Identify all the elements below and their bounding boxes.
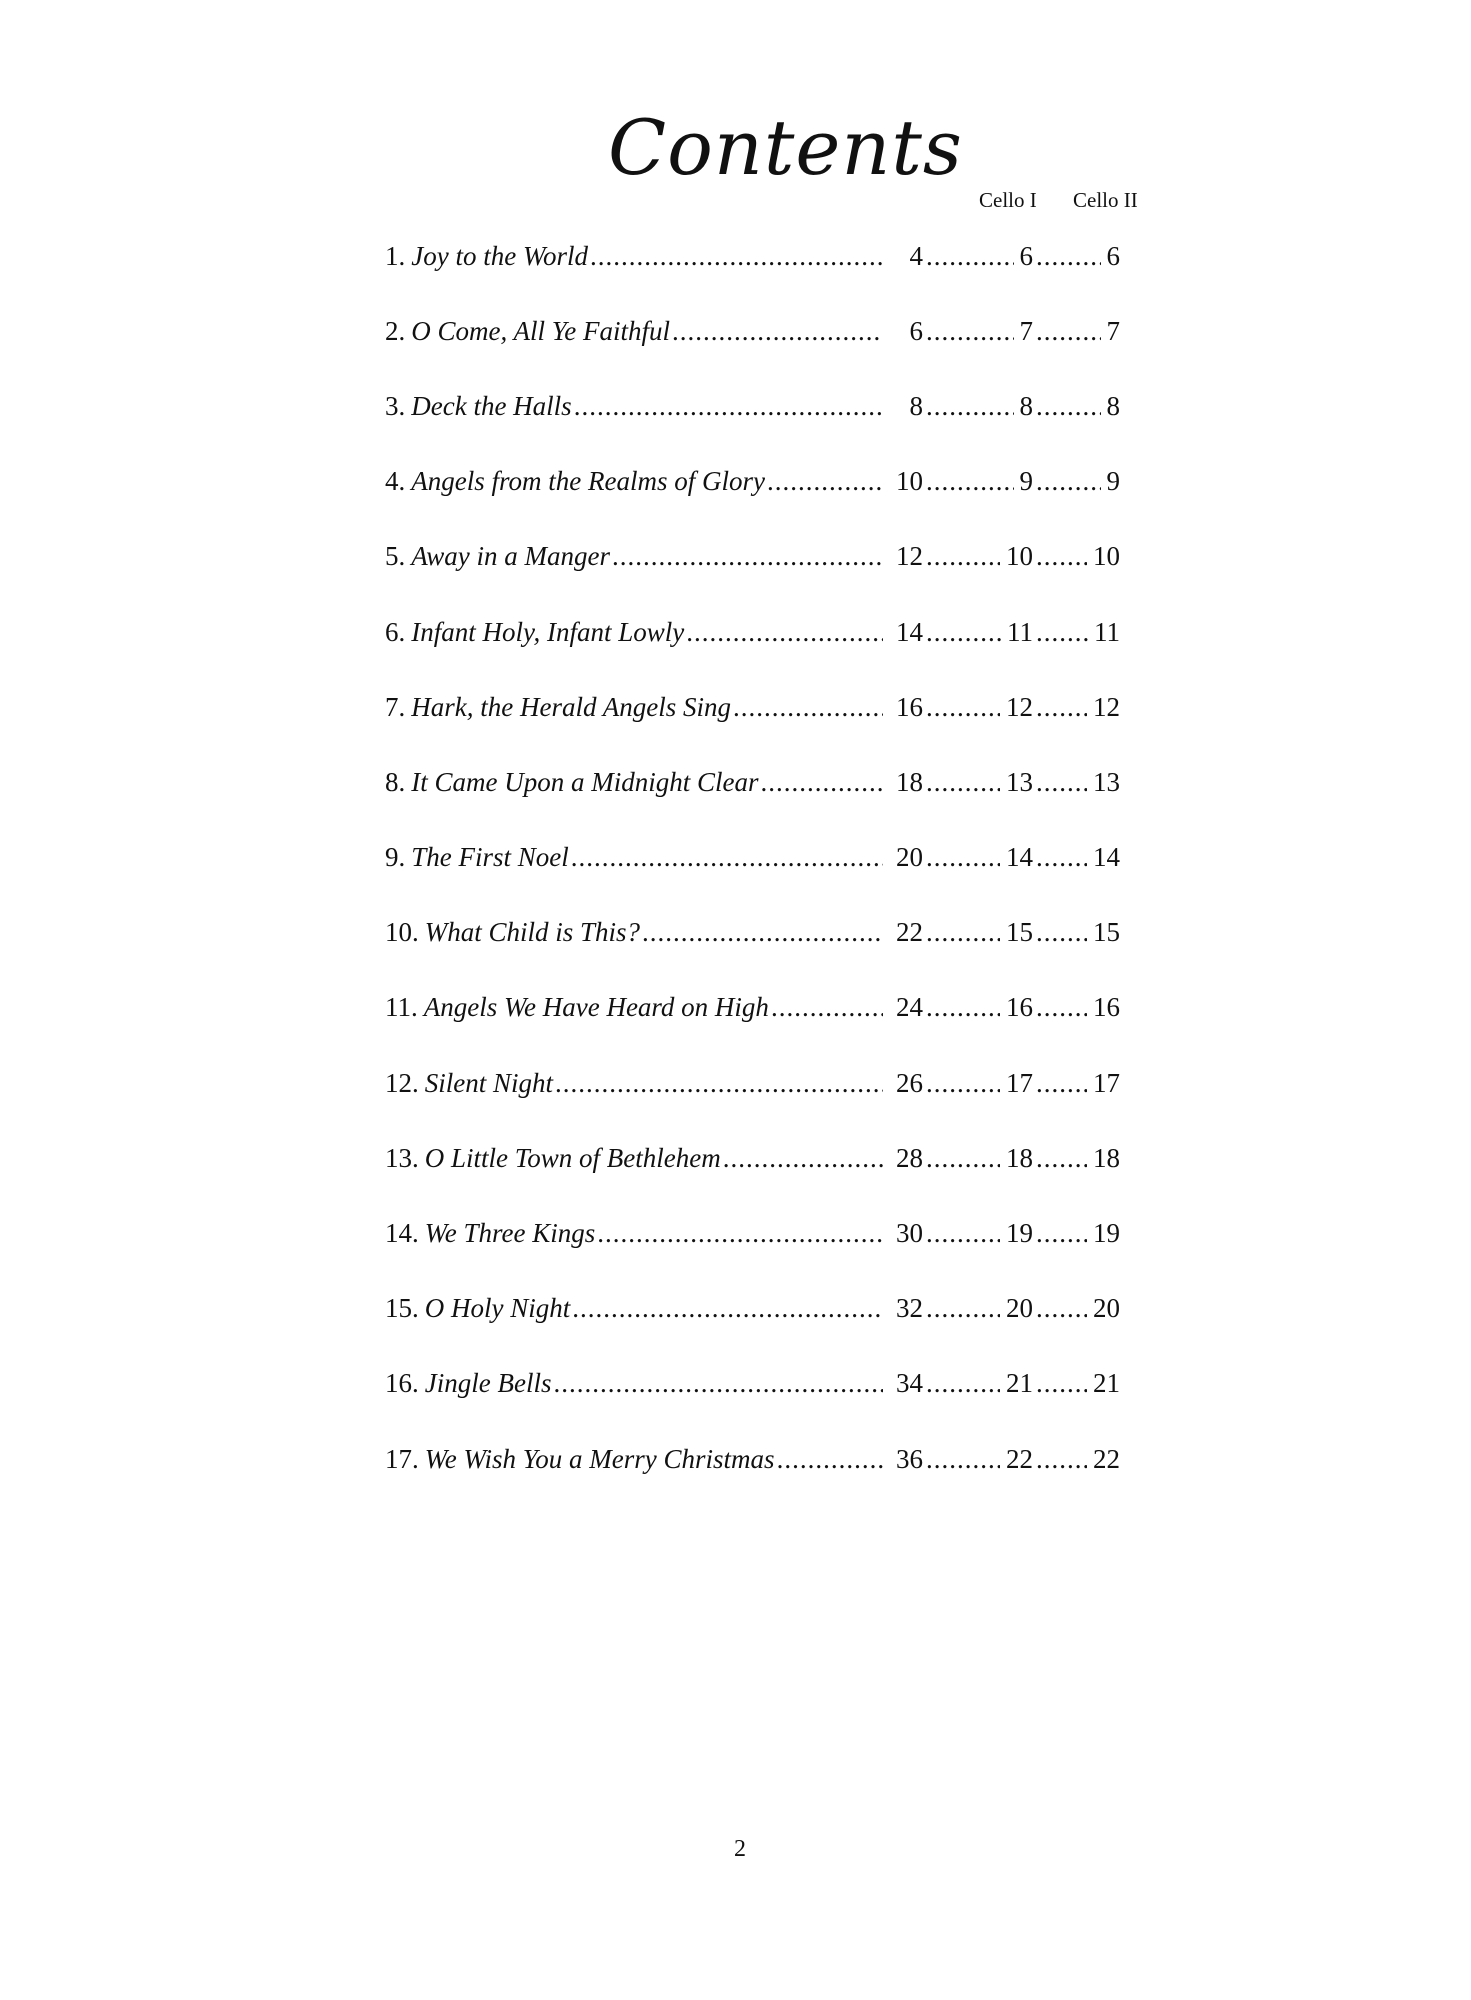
dot-leader [926, 991, 1000, 1023]
toc-entry [385, 444, 1120, 519]
toc-entry-page-cello-1: 19 [1006, 1218, 1033, 1249]
table-of-contents [385, 218, 1120, 1496]
toc-entry-number: 17. [385, 1443, 419, 1474]
toc-entry-title-group [385, 766, 885, 798]
toc-entry-number: 7. [385, 691, 406, 722]
toc-entry-page-cello-1-group [923, 841, 1033, 873]
toc-entry [385, 293, 1120, 368]
toc-entry-number: 13. [385, 1142, 419, 1173]
toc-entry-page-cello-2: 14 [1093, 842, 1120, 873]
dot-leader [926, 390, 1014, 422]
dot-leader [1036, 766, 1087, 798]
dot-leader [571, 841, 883, 873]
toc-entry-number: 2. [385, 315, 406, 346]
toc-entry-number: 14. [385, 1218, 419, 1249]
toc-entry-title-group [385, 540, 885, 572]
toc-entry-page-score: 34 [896, 1368, 923, 1399]
toc-entry-page-cello-2-group [1033, 390, 1120, 422]
toc-entry [385, 895, 1120, 970]
dot-leader [1036, 1367, 1087, 1399]
toc-entry [385, 1195, 1120, 1270]
toc-entry [385, 1045, 1120, 1120]
dot-leader [1036, 465, 1101, 497]
dot-leader [1036, 1217, 1087, 1249]
toc-entry-page-cello-1-group [923, 1443, 1033, 1475]
toc-entry-page-cello-2: 19 [1093, 1218, 1120, 1249]
toc-entry-page-score: 22 [896, 917, 923, 948]
toc-entry-page-cello-1: 10 [1006, 541, 1033, 572]
dot-leader [642, 916, 883, 948]
toc-entry-page-cello-1-group [923, 390, 1033, 422]
toc-entry-title: Away in a Manger [411, 541, 610, 572]
toc-entry-page-cello-2-group [1033, 540, 1120, 572]
toc-entry-number: 6. [385, 616, 406, 647]
toc-entry-page-cello-1-group [923, 540, 1033, 572]
dot-leader [926, 1142, 1000, 1174]
dot-leader [597, 1217, 883, 1249]
toc-entry-page-cello-1-group [923, 691, 1033, 723]
dot-leader [926, 766, 1000, 798]
toc-entry-page-cello-2-group [1033, 916, 1120, 948]
toc-entry-number: 3. [385, 390, 406, 421]
toc-entry-page-cello-2: 6 [1106, 240, 1120, 271]
toc-entry-page-cello-2: 12 [1093, 691, 1120, 722]
toc-entry-title: Jingle Bells [424, 1368, 552, 1399]
dot-leader [926, 540, 1000, 572]
toc-entry-title-group [385, 1292, 885, 1324]
toc-entry-title: O Come, All Ye Faithful [411, 315, 671, 346]
toc-entry [385, 594, 1120, 669]
toc-entry-page-cello-2-group [1033, 1217, 1120, 1249]
toc-entry-title: Angels from the Realms of Glory [411, 466, 765, 497]
dot-leader [926, 1292, 1000, 1324]
toc-entry-page-cello-2-group [1033, 240, 1120, 272]
dot-leader [926, 1067, 1000, 1099]
dot-leader [1036, 616, 1088, 648]
toc-entry-page-cello-1: 16 [1006, 992, 1033, 1023]
toc-entry-page-score: 24 [896, 992, 923, 1023]
toc-entry-page-cello-1: 22 [1006, 1443, 1033, 1474]
toc-entry-page-score: 6 [909, 315, 923, 346]
dot-leader [572, 1292, 883, 1324]
toc-entry-title-group [385, 1443, 885, 1475]
toc-entry [385, 1271, 1120, 1346]
toc-entry-title-group [385, 991, 885, 1023]
toc-entry-title: The First Noel [411, 842, 569, 873]
toc-entry-page-score: 16 [896, 691, 923, 722]
dot-leader [1036, 691, 1087, 723]
dot-leader [1036, 1067, 1087, 1099]
toc-entry [385, 820, 1120, 895]
toc-entry-page-cello-2-group [1033, 465, 1120, 497]
toc-entry-page-cello-2: 20 [1093, 1293, 1120, 1324]
toc-entry-title-group [385, 315, 885, 347]
toc-entry-page-cello-1: 13 [1006, 766, 1033, 797]
dot-leader [1036, 240, 1101, 272]
dot-leader [1036, 916, 1087, 948]
dot-leader [590, 240, 883, 272]
dot-leader [926, 691, 1000, 723]
dot-leader [926, 240, 1014, 272]
toc-entry-page-score: 20 [896, 842, 923, 873]
toc-entry-page-cello-2-group [1033, 315, 1120, 347]
toc-entry-page-cello-1: 18 [1006, 1142, 1033, 1173]
toc-entry-page-cello-2: 18 [1093, 1142, 1120, 1173]
toc-entry-number: 5. [385, 541, 406, 572]
dot-leader [686, 616, 883, 648]
toc-entry-title: Infant Holy, Infant Lowly [411, 616, 685, 647]
toc-entry-title: Deck the Halls [411, 390, 572, 421]
dot-leader [926, 1367, 1000, 1399]
toc-entry-page-cello-2-group [1033, 1443, 1120, 1475]
toc-entry-page-cello-1: 8 [1019, 390, 1033, 421]
toc-entry [385, 368, 1120, 443]
toc-entry-page-cello-2: 10 [1093, 541, 1120, 572]
toc-entry-page-score: 32 [896, 1293, 923, 1324]
column-header-cello-2: Cello II [1073, 188, 1138, 212]
toc-entry-page-cello-2-group [1033, 1142, 1120, 1174]
dot-leader [926, 1217, 1000, 1249]
column-header-cello-1: Cello I [979, 188, 1037, 212]
toc-entry-page-cello-1: 7 [1019, 315, 1033, 346]
dot-leader [553, 1367, 883, 1399]
toc-entry-number: 8. [385, 766, 406, 797]
toc-entry-page-cello-2: 7 [1106, 315, 1120, 346]
toc-entry [385, 1346, 1120, 1421]
toc-entry-title: What Child is This? [424, 917, 641, 948]
dot-leader [1036, 390, 1101, 422]
toc-entry-page-cello-2: 17 [1093, 1067, 1120, 1098]
toc-entry-title-group [385, 691, 885, 723]
toc-entry [385, 1421, 1120, 1496]
toc-entry-title: O Little Town of Bethlehem [424, 1142, 721, 1173]
toc-entry-title-group [385, 465, 885, 497]
toc-entry [385, 519, 1120, 594]
toc-entry-page-cello-2-group [1033, 841, 1120, 873]
toc-entry-title-group [385, 240, 885, 272]
toc-entry-page-score: 26 [896, 1067, 923, 1098]
dot-leader [733, 691, 883, 723]
toc-entry-page-cello-2: 16 [1093, 992, 1120, 1023]
toc-entry-title-group [385, 916, 885, 948]
toc-entry-page-cello-1: 14 [1006, 842, 1033, 873]
toc-entry-page-cello-1-group [923, 1067, 1033, 1099]
dot-leader [574, 390, 883, 422]
toc-entry-title-group [385, 616, 885, 648]
toc-entry-page-score: 18 [896, 766, 923, 797]
dot-leader [926, 616, 1001, 648]
toc-entry-title: We Three Kings [424, 1218, 596, 1249]
toc-entry-page-score: 28 [896, 1142, 923, 1173]
toc-entry-page-cello-1: 11 [1007, 616, 1033, 647]
toc-entry-page-cello-1: 9 [1019, 466, 1033, 497]
toc-entry-page-cello-1: 17 [1006, 1067, 1033, 1098]
toc-entry-title-group [385, 1142, 885, 1174]
toc-entry-page-cello-1-group [923, 766, 1033, 798]
dot-leader [672, 315, 883, 347]
toc-entry-number: 15. [385, 1293, 419, 1324]
toc-entry-page-cello-2-group [1033, 991, 1120, 1023]
toc-entry-page-cello-1: 15 [1006, 917, 1033, 948]
toc-entry-page-cello-2-group [1033, 1067, 1120, 1099]
toc-entry-page-cello-1-group [923, 616, 1033, 648]
toc-entry-page-cello-2-group [1033, 766, 1120, 798]
dot-leader [777, 1443, 883, 1475]
toc-entry-page-cello-2: 8 [1106, 390, 1120, 421]
toc-entry-page-cello-2: 13 [1093, 766, 1120, 797]
dot-leader [926, 315, 1014, 347]
dot-leader [1036, 315, 1101, 347]
toc-entry-title: O Holy Night [424, 1293, 571, 1324]
toc-entry-page-cello-2-group [1033, 1292, 1120, 1324]
toc-entry-page-cello-1-group [923, 465, 1033, 497]
toc-entry-page-cello-2: 11 [1094, 616, 1120, 647]
dot-leader [771, 991, 883, 1023]
toc-entry-page-cello-1-group [923, 916, 1033, 948]
toc-entry [385, 970, 1120, 1045]
toc-entry-page-score: 30 [896, 1218, 923, 1249]
dot-leader [926, 465, 1014, 497]
toc-entry-page-cello-1-group [923, 991, 1033, 1023]
toc-entry-page-cello-1-group [923, 1292, 1033, 1324]
toc-entry-number: 10. [385, 917, 419, 948]
toc-entry-number: 11. [385, 992, 418, 1023]
dot-leader [1036, 1443, 1087, 1475]
toc-entry-page-score: 4 [909, 240, 923, 271]
dot-leader [723, 1142, 883, 1174]
toc-entry-title-group [385, 841, 885, 873]
dot-leader [926, 841, 1000, 873]
toc-entry-title-group [385, 1217, 885, 1249]
toc-entry-title-group [385, 1367, 885, 1399]
toc-entry-page-score: 36 [896, 1443, 923, 1474]
toc-entry-page-score: 10 [896, 466, 923, 497]
toc-entry-page-score: 12 [896, 541, 923, 572]
toc-entry-page-cello-1: 6 [1019, 240, 1033, 271]
dot-leader [1036, 540, 1087, 572]
toc-entry-page-cello-1-group [923, 1142, 1033, 1174]
toc-entry-title: Silent Night [424, 1067, 553, 1098]
toc-entry-page-score: 14 [896, 616, 923, 647]
dot-leader [760, 766, 883, 798]
toc-entry-page-cello-1-group [923, 240, 1033, 272]
toc-entry-title: Hark, the Herald Angels Sing [411, 691, 731, 722]
toc-entry-page-cello-1: 21 [1006, 1368, 1033, 1399]
toc-entry-number: 16. [385, 1368, 419, 1399]
toc-entry-page-cello-2: 9 [1106, 466, 1120, 497]
toc-entry-page-cello-2: 15 [1093, 917, 1120, 948]
toc-entry-number: 4. [385, 466, 406, 497]
page-title: Contents [608, 103, 963, 192]
toc-entry [385, 669, 1120, 744]
page-number: 2 [734, 1836, 746, 1862]
toc-entry-page-cello-1: 20 [1006, 1293, 1033, 1324]
toc-entry-page-cello-2: 21 [1093, 1368, 1120, 1399]
dot-leader [555, 1067, 883, 1099]
dot-leader [926, 916, 1000, 948]
dot-leader [1036, 1142, 1087, 1174]
toc-entry [385, 1120, 1120, 1195]
toc-entry-page-cello-2-group [1033, 691, 1120, 723]
toc-entry-title-group [385, 1067, 885, 1099]
toc-entry [385, 218, 1120, 293]
toc-entry-page-cello-1-group [923, 1217, 1033, 1249]
toc-entry-page-cello-2-group [1033, 1367, 1120, 1399]
toc-entry-title: We Wish You a Merry Christmas [424, 1443, 775, 1474]
dot-leader [1036, 991, 1087, 1023]
toc-entry-page-cello-1: 12 [1006, 691, 1033, 722]
dot-leader [1036, 1292, 1087, 1324]
toc-entry-title-group [385, 390, 885, 422]
toc-entry-page-cello-1-group [923, 1367, 1033, 1399]
toc-entry-number: 9. [385, 842, 406, 873]
toc-entry-page-cello-2: 22 [1093, 1443, 1120, 1474]
dot-leader [926, 1443, 1000, 1475]
toc-entry-title: It Came Upon a Midnight Clear [411, 766, 759, 797]
dot-leader [1036, 841, 1087, 873]
toc-entry-title: Angels We Have Heard on High [423, 992, 769, 1023]
toc-entry-title: Joy to the World [411, 240, 588, 271]
dot-leader [767, 465, 883, 497]
toc-entry [385, 744, 1120, 819]
dot-leader [612, 540, 883, 572]
toc-entry-page-score: 8 [909, 390, 923, 421]
toc-entry-number: 1. [385, 240, 406, 271]
toc-entry-number: 12. [385, 1067, 419, 1098]
toc-entry-page-cello-2-group [1033, 616, 1120, 648]
toc-entry-page-cello-1-group [923, 315, 1033, 347]
